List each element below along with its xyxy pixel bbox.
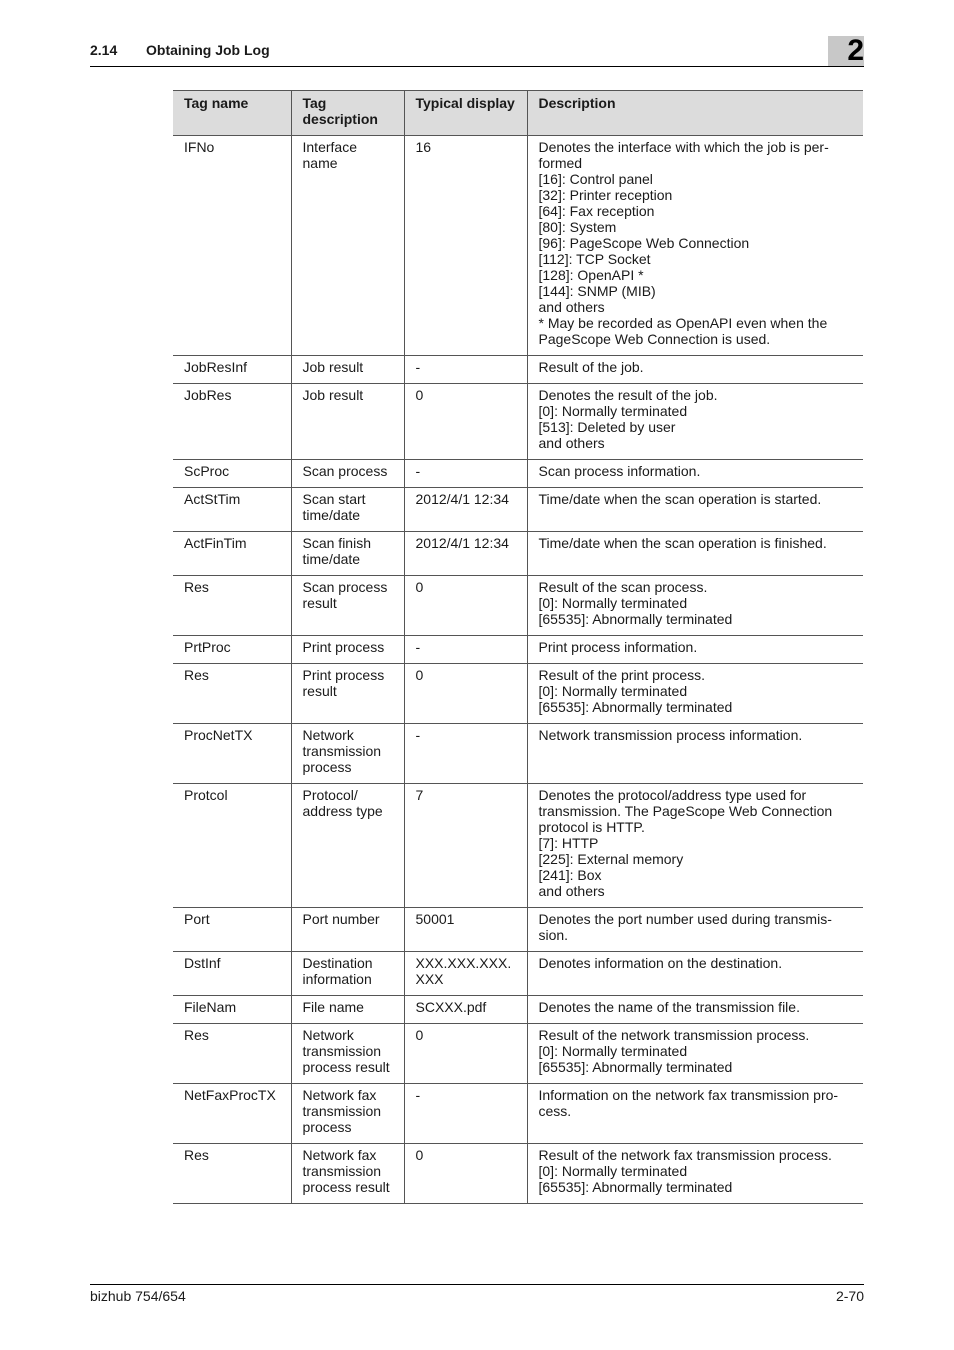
description-line: Result of the job. (538, 359, 644, 375)
cell-description (527, 908, 863, 952)
description-line: [0]: Normally terminated (538, 1043, 688, 1059)
cell-tag-description: Destination information (291, 952, 404, 996)
table-body (173, 136, 863, 1204)
cell-tag-name: ScProc (173, 460, 291, 488)
job-log-tag-table (173, 90, 863, 1204)
column-header-tag-name: Tag name (173, 91, 291, 136)
description-line: Denotes the name of the transmission file. (538, 999, 800, 1015)
description-line: [112]: TCP Socket (538, 251, 651, 267)
cell-tag-description: Protocol/ address type (291, 784, 404, 908)
description-line: [225]: External memory (538, 851, 684, 867)
cell-tag-name: JobResInf (173, 356, 291, 384)
cell-tag-name: FileNam (173, 996, 291, 1024)
cell-description (527, 996, 863, 1024)
table-row (173, 136, 863, 356)
cell-typical-display: 0 (404, 1024, 527, 1084)
cell-tag-name: JobRes (173, 384, 291, 460)
page-header (90, 34, 864, 67)
description-line: PageScope Web Connection is used. (538, 331, 771, 347)
product-name: bizhub 754/654 (90, 1288, 186, 1304)
column-header-tag-description: Tag description (291, 91, 404, 136)
table-row (173, 784, 863, 908)
description-line: [144]: SNMP (MIB) (538, 283, 656, 299)
section-title: Obtaining Job Log (146, 42, 270, 58)
table-row (173, 384, 863, 460)
description-line: [128]: OpenAPI * (538, 267, 644, 283)
cell-tag-description: Port number (291, 908, 404, 952)
description-line: [65535]: Abnormally terminated (538, 611, 733, 627)
description-line: Denotes the interface with which the job is per- (538, 139, 829, 155)
cell-description (527, 532, 863, 576)
table-row (173, 1024, 863, 1084)
cell-description (527, 356, 863, 384)
page-footer (90, 1284, 864, 1304)
table-row (173, 1084, 863, 1144)
column-header-typical-display: Typical display (404, 91, 527, 136)
cell-tag-name: Res (173, 664, 291, 724)
cell-typical-display: - (404, 460, 527, 488)
cell-typical-display: SCXXX.pdf (404, 996, 527, 1024)
description-line: sion. (538, 927, 569, 943)
description-line: [241]: Box (538, 867, 602, 883)
cell-tag-description: Interface name (291, 136, 404, 356)
description-line: Time/date when the scan operation is started. (538, 491, 822, 507)
cell-description (527, 384, 863, 460)
description-line: [513]: Deleted by user (538, 419, 676, 435)
description-line: [64]: Fax reception (538, 203, 655, 219)
cell-tag-description: Scan process result (291, 576, 404, 636)
table-row (173, 460, 863, 488)
cell-tag-name: Port (173, 908, 291, 952)
description-line: Result of the network transmission process. (538, 1027, 810, 1043)
cell-tag-name: ProcNetTX (173, 724, 291, 784)
description-line: Denotes the port number used during transmis- (538, 911, 832, 927)
description-line: Result of the print process. (538, 667, 706, 683)
description-line: Scan process information. (538, 463, 701, 479)
description-line: [0]: Normally terminated (538, 1163, 688, 1179)
cell-tag-name: Res (173, 1144, 291, 1204)
table-row (173, 908, 863, 952)
table-row (173, 356, 863, 384)
description-line: Result of the network fax transmission process. (538, 1147, 832, 1163)
description-line: Denotes information on the destination. (538, 955, 783, 971)
description-line: transmission. The PageScope Web Connection (538, 803, 833, 819)
chapter-number: 2 (847, 34, 864, 67)
cell-typical-display: - (404, 636, 527, 664)
description-line: [0]: Normally terminated (538, 683, 688, 699)
description-line: [65535]: Abnormally terminated (538, 1179, 733, 1195)
description-line: [96]: PageScope Web Connection (538, 235, 750, 251)
description-line: cess. (538, 1103, 572, 1119)
cell-tag-description: Network transmission process result (291, 1024, 404, 1084)
cell-description (527, 1144, 863, 1204)
cell-description (527, 952, 863, 996)
description-line: Denotes the protocol/address type used for (538, 787, 807, 803)
description-line: [7]: HTTP (538, 835, 599, 851)
table-row (173, 724, 863, 784)
cell-typical-display: 0 (404, 384, 527, 460)
description-line: [0]: Normally terminated (538, 595, 688, 611)
cell-description (527, 1024, 863, 1084)
cell-description (527, 576, 863, 636)
cell-typical-display: - (404, 724, 527, 784)
description-line: and others (538, 299, 605, 315)
cell-typical-display: 0 (404, 1144, 527, 1204)
table-row (173, 488, 863, 532)
table-row (173, 636, 863, 664)
description-line: [32]: Printer reception (538, 187, 673, 203)
cell-typical-display: 2012/4/1 12:34 (404, 488, 527, 532)
description-line: Print process information. (538, 639, 698, 655)
cell-tag-name: DstInf (173, 952, 291, 996)
description-line: Information on the network fax transmission pro- (538, 1087, 839, 1103)
cell-tag-description: File name (291, 996, 404, 1024)
cell-description (527, 636, 863, 664)
table-row (173, 532, 863, 576)
cell-description (527, 784, 863, 908)
description-line: Time/date when the scan operation is finished. (538, 535, 827, 551)
page-number: 2-70 (835, 1288, 864, 1304)
description-line: [65535]: Abnormally terminated (538, 1059, 733, 1075)
table-row (173, 664, 863, 724)
description-line: and others (538, 435, 605, 451)
table-row (173, 952, 863, 996)
cell-tag-description: Job result (291, 356, 404, 384)
description-line: Network transmission process information. (538, 727, 803, 743)
column-header-description: Description (527, 91, 863, 136)
section-number: 2.14 (90, 42, 118, 58)
table-row (173, 996, 863, 1024)
description-line: [16]: Control panel (538, 171, 653, 187)
cell-tag-description: Job result (291, 384, 404, 460)
cell-typical-display: - (404, 356, 527, 384)
cell-description (527, 664, 863, 724)
cell-tag-description: Scan process (291, 460, 404, 488)
cell-tag-name: IFNo (173, 136, 291, 356)
cell-description (527, 136, 863, 356)
description-line: * May be recorded as OpenAPI even when the (538, 315, 828, 331)
cell-tag-description: Network fax transmission process result (291, 1144, 404, 1204)
cell-typical-display: 0 (404, 664, 527, 724)
table-row (173, 576, 863, 636)
cell-tag-name: Res (173, 1024, 291, 1084)
cell-description (527, 460, 863, 488)
description-line: [0]: Normally terminated (538, 403, 688, 419)
description-line: and others (538, 883, 605, 899)
description-line: formed (538, 155, 583, 171)
table-header-row (173, 91, 863, 136)
description-line: [80]: System (538, 219, 617, 235)
description-line: protocol is HTTP. (538, 819, 645, 835)
cell-tag-description: Print process (291, 636, 404, 664)
cell-typical-display: 2012/4/1 12:34 (404, 532, 527, 576)
cell-description (527, 1084, 863, 1144)
table-row (173, 1144, 863, 1204)
cell-tag-description: Network transmission process (291, 724, 404, 784)
cell-typical-display: - (404, 1084, 527, 1144)
cell-tag-name: Protcol (173, 784, 291, 908)
cell-tag-description: Print process result (291, 664, 404, 724)
cell-typical-display: 0 (404, 576, 527, 636)
description-line: [65535]: Abnormally terminated (538, 699, 733, 715)
cell-tag-name: PrtProc (173, 636, 291, 664)
cell-tag-name: ActFinTim (173, 532, 291, 576)
cell-typical-display: XXX.XXX.XXX. XXX (404, 952, 527, 996)
cell-typical-display: 50001 (404, 908, 527, 952)
cell-tag-description: Network fax transmission process (291, 1084, 404, 1144)
cell-typical-display: 16 (404, 136, 527, 356)
cell-tag-description: Scan finish time/date (291, 532, 404, 576)
cell-tag-name: NetFaxProcTX (173, 1084, 291, 1144)
cell-tag-name: ActStTim (173, 488, 291, 532)
description-line: Result of the scan process. (538, 579, 708, 595)
cell-tag-description: Scan start time/date (291, 488, 404, 532)
description-line: Denotes the result of the job. (538, 387, 718, 403)
cell-description (527, 724, 863, 784)
cell-tag-name: Res (173, 576, 291, 636)
cell-description (527, 488, 863, 532)
cell-typical-display: 7 (404, 784, 527, 908)
